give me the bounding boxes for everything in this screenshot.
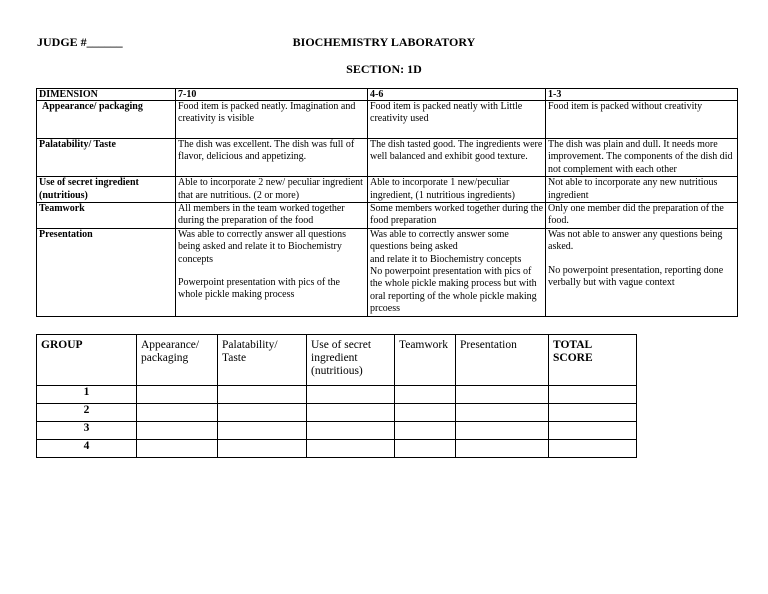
score-row-group-4 [37, 440, 637, 458]
score-cell[interactable] [137, 440, 218, 458]
rubric-row-palatability [37, 139, 738, 177]
rubric-text: Powerpoint presentation with pics of the whole pickle making process [178, 277, 340, 301]
group-number: 2 [37, 404, 137, 422]
rubric-text: Was not able to answer any questions being asked. [548, 228, 723, 253]
document-title: BIOCHEMISTRY LABORATORY [292, 35, 476, 49]
score-header-presentation: Presentation [456, 335, 549, 386]
score-row-group-2 [37, 404, 637, 422]
rubric-cell-mid [368, 228, 546, 316]
group-number: 3 [37, 422, 137, 440]
score-cell[interactable] [218, 404, 307, 422]
score-cell[interactable] [549, 422, 637, 440]
score-cell[interactable] [395, 386, 456, 404]
rubric-cell-mid: Some members worked together during the food preparation [368, 203, 546, 229]
rubric-cell-high: All members in the team worked together during the preparation of the food [176, 203, 368, 229]
score-cell[interactable] [549, 440, 637, 458]
rubric-dimension: Use of secret ingredient (nutritious) [37, 177, 176, 203]
rubric-row-presentation [37, 228, 738, 316]
score-cell[interactable] [137, 422, 218, 440]
rubric-row-appearance [37, 101, 738, 139]
rubric-header-low: 1-3 [546, 89, 738, 101]
rubric-cell-low: Not able to incorporate any new nutritious ingredient [546, 177, 738, 203]
score-cell[interactable] [456, 404, 549, 422]
rubric-header-mid: 4-6 [368, 89, 546, 101]
score-header-total: TOTAL SCORE [549, 335, 637, 386]
rubric-dimension: Presentation [37, 228, 176, 316]
rubric-header-row [37, 89, 738, 101]
score-cell[interactable] [307, 404, 395, 422]
score-header-row [37, 335, 637, 386]
score-cell[interactable] [218, 422, 307, 440]
group-number: 1 [37, 386, 137, 404]
score-cell[interactable] [549, 404, 637, 422]
judge-number-label: JUDGE #______ [37, 35, 123, 49]
rubric-table [36, 88, 738, 317]
rubric-cell-mid: Able to incorporate 1 new/peculiar ingredient, (1 nutritious ingredients) [368, 177, 546, 203]
score-cell[interactable] [456, 422, 549, 440]
rubric-dimension: Teamwork [37, 203, 176, 229]
rubric-cell-mid: Food item is packed neatly with Little creativity used [368, 101, 546, 139]
score-cell[interactable] [456, 386, 549, 404]
score-row-group-3 [37, 422, 637, 440]
rubric-dimension: Palatability/ Taste [37, 139, 176, 177]
score-cell[interactable] [395, 404, 456, 422]
score-cell[interactable] [137, 404, 218, 422]
score-header-secret-ingredient: Use of secret ingredient (nutritious) [307, 335, 395, 386]
rubric-text: Was able to correctly answer some questions being asked [370, 228, 509, 253]
score-cell[interactable] [549, 386, 637, 404]
rubric-cell-high: Able to incorporate 2 new/ peculiar ingredient that are nutritious. (2 or more) [176, 177, 368, 203]
rubric-cell-high: Food item is packed neatly. Imagination and creativity is visible [176, 101, 368, 139]
score-header-teamwork: Teamwork [395, 335, 456, 386]
score-cell[interactable] [218, 386, 307, 404]
score-header-appearance: Appearance/ packaging [137, 335, 218, 386]
rubric-cell-low: Food item is packed without creativity [546, 101, 738, 139]
group-number: 4 [37, 440, 137, 458]
score-cell[interactable] [137, 386, 218, 404]
score-cell[interactable] [307, 422, 395, 440]
rubric-header-high: 7-10 [176, 89, 368, 101]
score-cell[interactable] [307, 386, 395, 404]
rubric-dimension: Appearance/ packaging [37, 101, 176, 139]
rubric-header-dimension: DIMENSION [37, 89, 176, 101]
rubric-text: Was able to correctly answer all questions being asked and relate it to Biochemistry concepts [178, 228, 347, 265]
rubric-cell-low [546, 228, 738, 316]
rubric-cell-high: The dish was excellent. The dish was full of flavor, delicious and appetizing. [176, 139, 368, 177]
rubric-cell-mid: The dish tasted good. The ingredients were well balanced and exhibit good texture. [368, 139, 546, 177]
rubric-cell-high [176, 228, 368, 316]
score-header-group: GROUP [37, 335, 137, 386]
rubric-row-secret-ingredient [37, 177, 738, 203]
rubric-text: No powerpoint presentation, reporting done verbally but with vague context [548, 264, 724, 289]
score-cell[interactable] [395, 440, 456, 458]
score-cell[interactable] [307, 440, 395, 458]
score-row-group-1 [37, 386, 637, 404]
rubric-text: No powerpoint presentation with pics of the whole pickle making process but with oral reporting of the whole pickle making prcoess [370, 266, 537, 315]
score-table [36, 334, 637, 458]
rubric-cell-low: Only one member did the preparation of the food. [546, 203, 738, 229]
section-label: SECTION: 1D [346, 62, 422, 76]
rubric-row-teamwork [37, 203, 738, 229]
score-cell[interactable] [395, 422, 456, 440]
score-cell[interactable] [218, 440, 307, 458]
score-cell[interactable] [456, 440, 549, 458]
rubric-cell-low: The dish was plain and dull. It needs more improvement. The components of the dish did not complement with each other [546, 139, 738, 177]
rubric-text: and relate it to Biochemistry concepts [370, 253, 522, 265]
score-header-palatability: Palatability/ Taste [218, 335, 307, 386]
